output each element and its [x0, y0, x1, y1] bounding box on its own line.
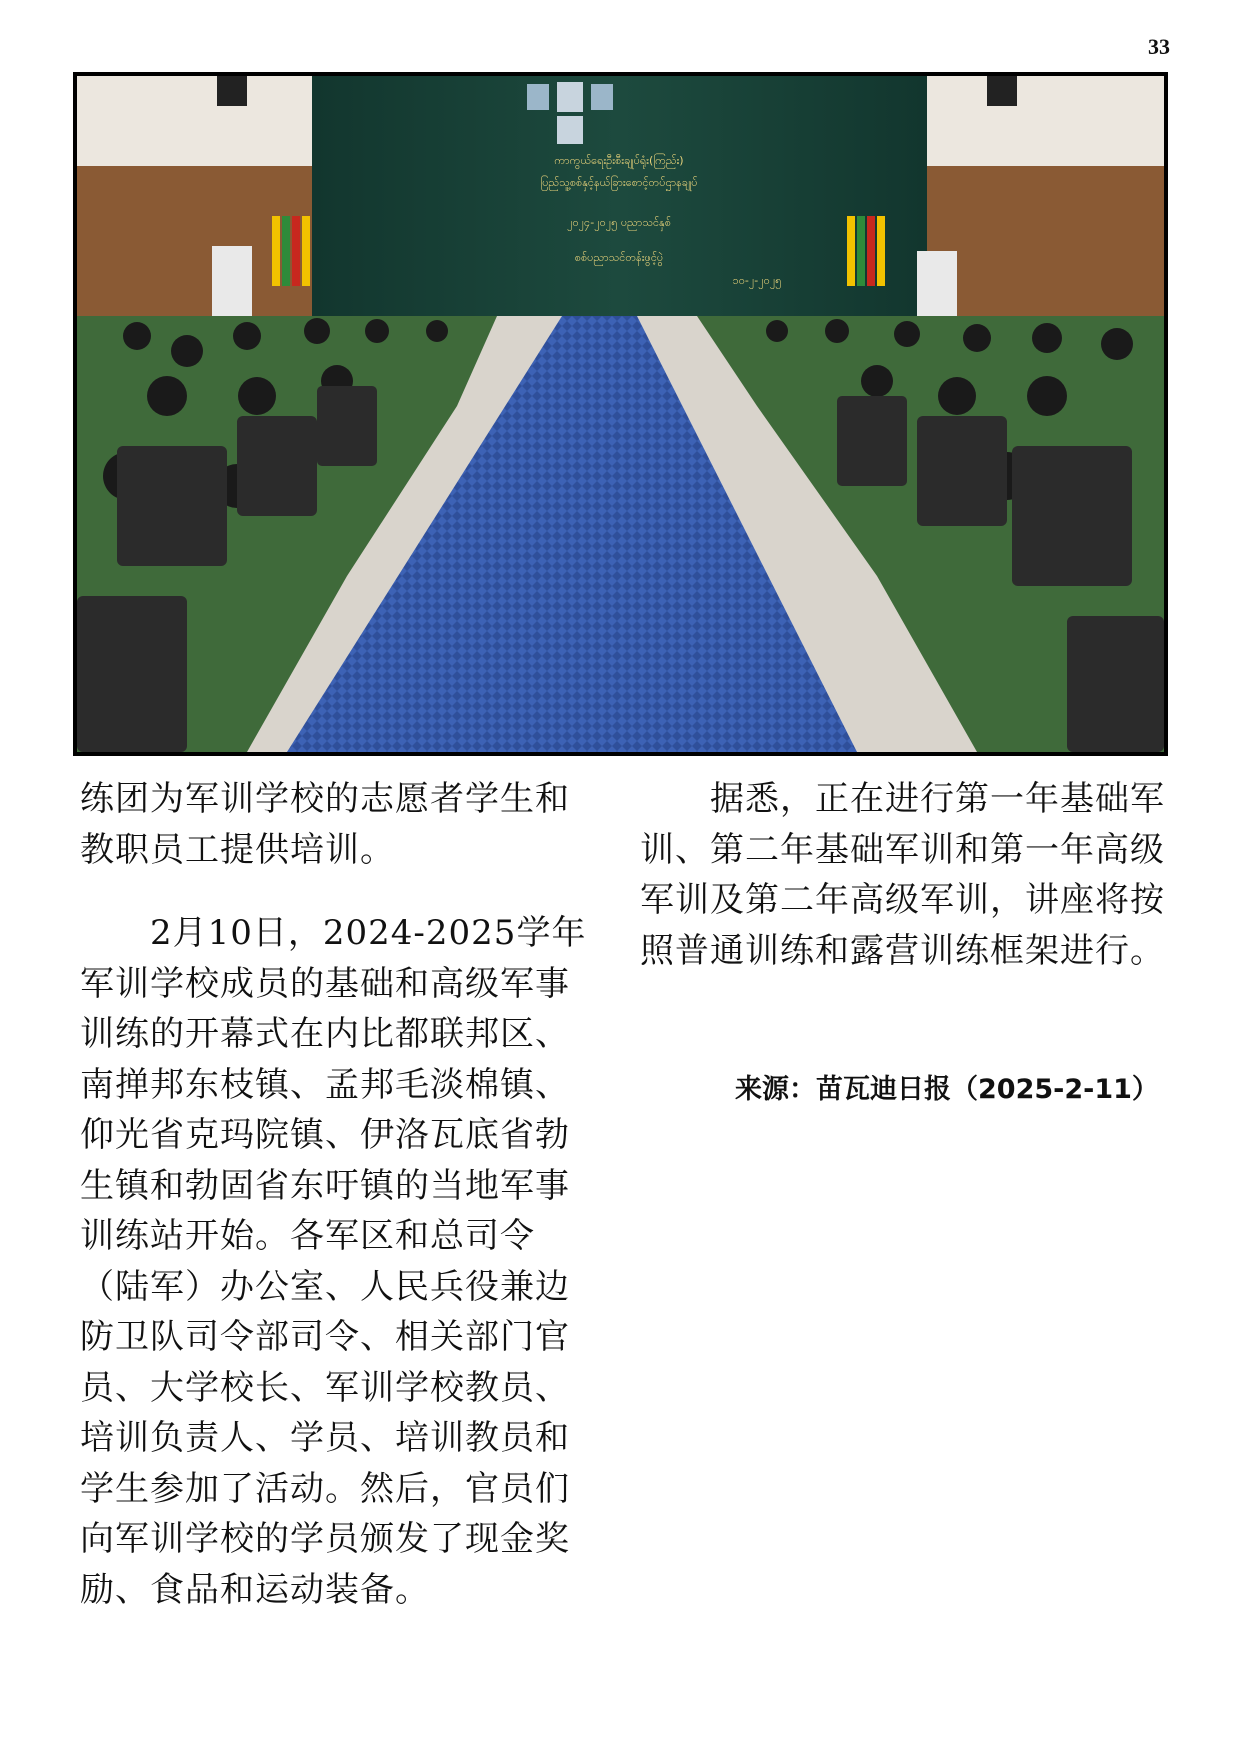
article-photo — [73, 72, 1168, 756]
article-right-column — [640, 774, 1170, 976]
ceremony-hall-illustration — [77, 76, 1164, 752]
banner-line-4: စစ်ပညာသင်တန်းဖွင့်ပွဲ — [574, 251, 664, 264]
banner-date: ၁၀-၂-၂၀၂၅ — [732, 274, 782, 287]
source-citation: 来源：苗瓦迪日报（2025-2-11） — [735, 1074, 1159, 1105]
article-left-column — [80, 774, 600, 1615]
banner-line-3: ၂၀၂၄-၂၀၂၅ ပညာသင်နှစ် — [567, 216, 671, 229]
article-paragraph-ceremony: 2月10日，2024-2025学年军训学校成员的基础和高级军事训练的开幕式在内比都联邦区、南掸邦东枝镇、孟邦毛淡棉镇、仰光省克玛院镇、伊洛瓦底省勃生镇和勃固省东吁镇的当地军事训练站开始。各军区和总司令（陆军）办公室、人民兵役兼边防卫队司令部司令、相关部门官员、大学校长、军训学校教员、培训负责人、学员、培训教员和学生参加了活动。然后，官员们向军训学校的学员颁发了现金奖励、食品和运动装备。 — [80, 913, 587, 1610]
banner-line-1: ကာကွယ်ရေးဦးစီးချုပ်ရုံး(ကြည်း) — [554, 154, 684, 167]
article-paragraph-continued: 练团为军训学校的志愿者学生和教职员工提供培训。 — [80, 779, 570, 870]
page-number: 33 — [1148, 34, 1170, 59]
banner-line-2: ပြည်သူ့စစ်နှင့်နယ်ခြားစောင့်တပ်ဌာနချုပ် — [540, 176, 698, 189]
article-paragraph-training-plan: 据悉，正在进行第一年基础军训、第二年基础军训和第一年高级军训及第二年高级军训，讲座将按照普通训练和露营训练框架进行。 — [640, 779, 1165, 971]
